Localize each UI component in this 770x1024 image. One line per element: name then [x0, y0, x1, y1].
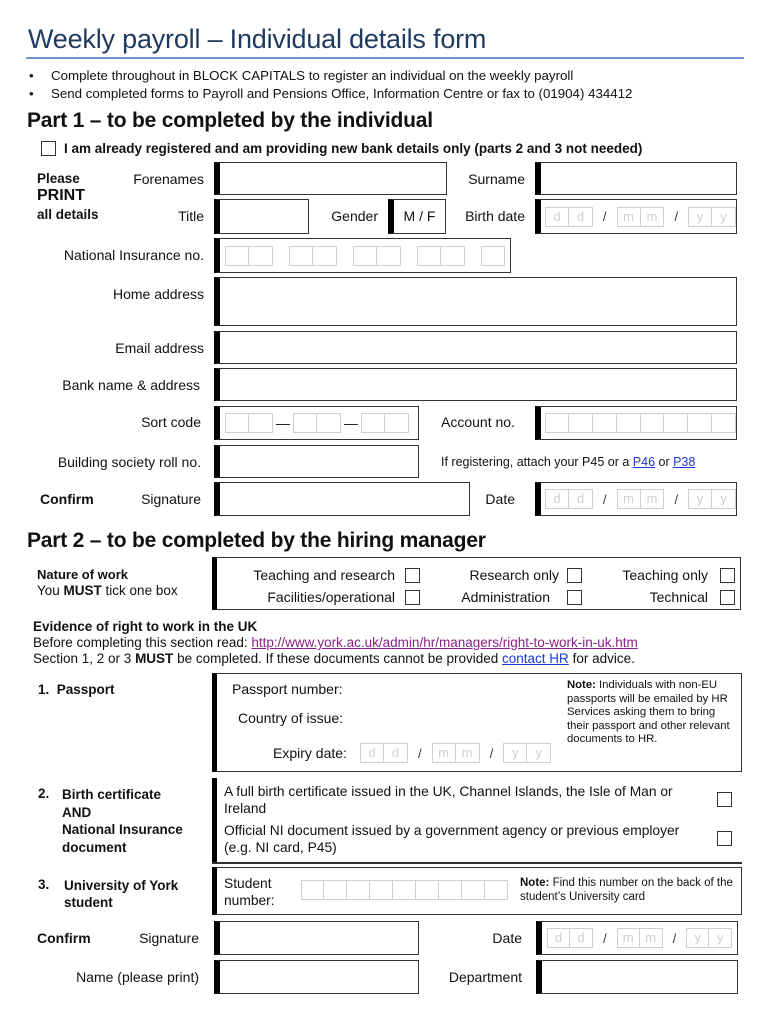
attach-note-text: or [655, 455, 674, 469]
facilities-operational-checkbox[interactable] [405, 590, 420, 605]
student-number-cells [301, 880, 508, 900]
forenames-input[interactable] [214, 162, 447, 195]
ni-cell[interactable] [353, 246, 377, 266]
work-option-label: Research only [469, 567, 559, 583]
signature-input[interactable] [214, 482, 470, 516]
label-line: AND [62, 804, 92, 820]
ni-cell[interactable] [313, 246, 337, 266]
nature-of-work-box [212, 557, 741, 610]
evidence-read-line [33, 635, 638, 650]
bank-name-input[interactable] [214, 368, 737, 401]
day-cell[interactable]: d [569, 489, 593, 509]
sort-cell[interactable] [225, 413, 249, 433]
date-separator: / [674, 209, 679, 224]
manager-date-input[interactable] [536, 921, 738, 955]
month-cell[interactable]: m [456, 743, 480, 763]
sort-code-cells [220, 407, 418, 439]
month-cell[interactable]: m [432, 743, 456, 763]
p46-link[interactable]: P46 [632, 455, 656, 469]
birth-cert-number: 2. [38, 786, 50, 801]
student-box [212, 867, 742, 915]
account-cell[interactable] [617, 413, 641, 433]
birth-cert-box [212, 778, 742, 863]
expiry-date-label: Expiry date: [273, 745, 347, 761]
email-label: Email address [115, 340, 204, 356]
department-input[interactable] [536, 960, 738, 994]
manager-date-label: Date [492, 930, 522, 946]
instruction-emphasis: MUST [63, 583, 102, 598]
day-cell[interactable]: d [360, 743, 384, 763]
month-cell[interactable]: m [640, 928, 663, 948]
student-cell[interactable] [301, 880, 324, 900]
sort-cell[interactable] [293, 413, 317, 433]
year-cell[interactable]: y [688, 489, 712, 509]
instruction-text: You [37, 583, 64, 598]
already-registered-row [41, 141, 642, 156]
note-text: Find this number on the back of the student’s University card [520, 877, 733, 903]
year-cell[interactable]: y [712, 207, 736, 227]
day-cell[interactable]: d [384, 743, 408, 763]
birth-cert-section-label [62, 786, 183, 856]
contact-hr-link[interactable]: contact HR [502, 651, 569, 666]
note-label: Note: [567, 679, 596, 691]
date-separator: / [672, 930, 677, 946]
bank-name-label: Bank name & address [62, 377, 200, 393]
evidence-text: Before completing this section read: [33, 635, 252, 650]
work-option-label: Teaching and research [253, 567, 395, 583]
student-cell[interactable] [439, 880, 462, 900]
nature-of-work-instruction [37, 583, 178, 598]
home-address-input[interactable] [214, 277, 737, 326]
evidence-text: for advice. [568, 651, 635, 666]
surname-input[interactable] [535, 162, 737, 195]
date-separator: / [602, 209, 607, 224]
ni-cell[interactable] [225, 246, 249, 266]
month-cell[interactable]: m [641, 207, 665, 227]
month-cell[interactable]: m [617, 928, 640, 948]
note-text: Individuals with non-EU passports will be emailed by HR Services asking them to bring their passport and other relevant documents to HR. [567, 679, 730, 745]
sort-code-label: Sort code [141, 414, 201, 430]
passport-box [212, 673, 742, 772]
account-no-cells [541, 407, 736, 439]
passport-number-label: Passport number: [232, 681, 343, 697]
student-cell[interactable] [370, 880, 393, 900]
part1-heading: Part 1 – to be completed by the individual [27, 109, 433, 132]
country-of-issue-label: Country of issue: [238, 710, 344, 726]
birth-date-label: Birth date [465, 208, 525, 224]
instruction-item: • Send completed forms to Payroll and Pensions Office, Information Centre or fax to (01904) 434412 [28, 85, 632, 103]
title-divider [26, 57, 744, 59]
work-option-label: Technical [649, 589, 708, 605]
day-cell[interactable]: d [570, 928, 593, 948]
forenames-label: Forenames [133, 171, 204, 187]
right-to-work-link[interactable]: http://www.york.ac.uk/admin/hr/managers/right-to-work-in-uk.htm [251, 635, 638, 650]
name-print-input[interactable] [214, 960, 419, 994]
sort-code-separator: — [344, 415, 358, 431]
attach-note-text: If registering, attach your P45 or a [441, 455, 633, 469]
passport-note [567, 679, 737, 747]
birth-date-input[interactable] [535, 199, 737, 234]
birth-cert-option-2-label: Official NI document issued by a government agency or previous employer (e.g. NI card, P45) [224, 823, 680, 855]
email-input[interactable] [214, 331, 737, 364]
year-cell[interactable]: y [503, 743, 527, 763]
gender-input[interactable] [388, 199, 446, 234]
building-society-input[interactable] [214, 445, 419, 478]
date-separator: / [603, 930, 607, 946]
birth-date-cells [541, 200, 736, 233]
gender-options: M / F [403, 208, 436, 224]
date-separator: / [602, 491, 607, 507]
instructions-list [28, 67, 632, 103]
ni-cell[interactable] [289, 246, 313, 266]
student-cell[interactable] [324, 880, 347, 900]
part2-heading: Part 2 – to be completed by the hiring manager [27, 529, 486, 552]
student-cell[interactable] [485, 880, 508, 900]
label-line: National Insurance [62, 822, 183, 837]
label-line: document [62, 839, 127, 855]
year-cell[interactable]: y [712, 489, 736, 509]
account-cell[interactable] [593, 413, 617, 433]
teaching-research-checkbox[interactable] [405, 568, 420, 583]
building-society-label: Building society roll no. [57, 454, 201, 470]
signature-date-cells [541, 483, 736, 515]
account-cell[interactable] [569, 413, 593, 433]
ni-number-cells [220, 239, 510, 272]
student-note [520, 877, 735, 904]
account-no-input[interactable] [535, 406, 737, 440]
student-cell[interactable] [393, 880, 416, 900]
work-option-label: Administration [461, 589, 550, 605]
manager-signature-input[interactable] [214, 921, 419, 955]
student-number-label-num: 3. [38, 877, 50, 892]
manager-confirm-label: Confirm [37, 930, 91, 946]
surname-label: Surname [468, 171, 525, 187]
department-label: Department [448, 969, 522, 985]
account-cell[interactable] [664, 413, 688, 433]
day-cell[interactable]: d [569, 207, 593, 227]
student-cell[interactable] [347, 880, 370, 900]
label-line: student [64, 895, 113, 910]
research-only-checkbox[interactable] [567, 568, 582, 583]
account-cell[interactable] [688, 413, 712, 433]
month-cell[interactable]: m [617, 489, 641, 509]
nature-of-work-title: Nature of work [37, 567, 129, 582]
already-registered-label: I am already registered and am providing new bank details only (parts 2 and 3 not needed) [64, 141, 643, 156]
date-separator: / [418, 745, 422, 761]
ni-number-label: National Insurance no. [63, 247, 204, 263]
sort-cell[interactable] [361, 413, 385, 433]
gender-label: Gender [331, 208, 378, 224]
sort-cell[interactable] [317, 413, 341, 433]
birth-cert-bottom-rule [212, 862, 742, 864]
day-cell[interactable]: d [547, 928, 570, 948]
label-line: University of York [64, 878, 179, 893]
signature-label: Signature [141, 491, 201, 507]
work-option-label: Teaching only [622, 567, 708, 583]
month-cell[interactable]: m [641, 489, 665, 509]
sort-cell[interactable] [385, 413, 409, 433]
confirm-label: Confirm [40, 491, 94, 507]
ni-cell[interactable] [377, 246, 401, 266]
attach-note [441, 455, 695, 469]
date-separator: / [489, 745, 494, 761]
p38-link[interactable]: P38 [673, 455, 696, 469]
please-print-line2: PRINT [37, 187, 85, 204]
student-cell[interactable] [462, 880, 485, 900]
home-address-label: Home address [112, 286, 204, 302]
birth-cert-option-1-label: A full birth certificate issued in the UK, Channel Islands, the Isle of Man or Ireland [224, 784, 673, 816]
sort-cell[interactable] [249, 413, 273, 433]
ni-number-input[interactable] [214, 238, 511, 273]
month-cell[interactable]: m [617, 207, 641, 227]
manager-date-cells [542, 922, 737, 954]
title-label: Title [178, 208, 204, 224]
year-cell[interactable]: y [527, 743, 551, 763]
administration-checkbox[interactable] [567, 590, 582, 605]
ni-cell[interactable] [249, 246, 273, 266]
ni-cell[interactable] [481, 246, 505, 266]
please-print-line1: Please [37, 171, 80, 186]
account-cell[interactable] [545, 413, 569, 433]
please-print-line3: all details [37, 207, 99, 222]
manager-signature-label: Signature [139, 930, 199, 946]
page-title: Weekly payroll – Individual details form [28, 24, 487, 54]
student-section-label [64, 877, 178, 911]
student-cell[interactable] [416, 880, 439, 900]
student-number-label: Student number: [224, 876, 275, 908]
teaching-only-checkbox[interactable] [720, 568, 735, 583]
sort-code-separator: — [276, 415, 290, 431]
date-separator: / [674, 491, 679, 507]
instruction-text: tick one box [101, 583, 178, 598]
title-input[interactable] [214, 199, 309, 234]
evidence-emphasis: MUST [135, 651, 174, 666]
name-print-label: Name (please print) [76, 969, 199, 985]
ni-cell[interactable] [417, 246, 441, 266]
technical-checkbox[interactable] [720, 590, 735, 605]
year-cell[interactable]: y [688, 207, 712, 227]
ni-cell[interactable] [441, 246, 465, 266]
date-label: Date [485, 491, 515, 507]
evidence-title: Evidence of right to work in the UK [33, 619, 258, 634]
evidence-text: be completed. If these documents cannot be provided [173, 651, 503, 666]
already-registered-checkbox[interactable] [41, 141, 56, 156]
label-line: Birth certificate [62, 787, 162, 802]
year-cell[interactable]: y [709, 928, 732, 948]
evidence-must-line [33, 651, 635, 666]
day-cell[interactable]: d [545, 207, 569, 227]
ni-document-checkbox[interactable] [717, 831, 732, 846]
year-cell[interactable]: y [686, 928, 709, 948]
instruction-item: • Complete throughout in BLOCK CAPITALS to register an individual on the weekly payroll [28, 67, 632, 85]
sort-code-input[interactable] [214, 406, 419, 440]
expiry-date-cells [360, 741, 551, 765]
account-cell[interactable] [712, 413, 736, 433]
evidence-text: Section 1, 2 or 3 [33, 651, 136, 666]
account-no-label: Account no. [441, 414, 515, 430]
day-cell[interactable]: d [545, 489, 569, 509]
account-cell[interactable] [641, 413, 665, 433]
note-label: Note: [520, 877, 550, 889]
work-option-label: Facilities/operational [267, 589, 395, 605]
passport-section-label: 1. Passport [38, 682, 115, 697]
signature-date-input[interactable] [535, 482, 737, 516]
birth-cert-checkbox[interactable] [717, 792, 732, 807]
